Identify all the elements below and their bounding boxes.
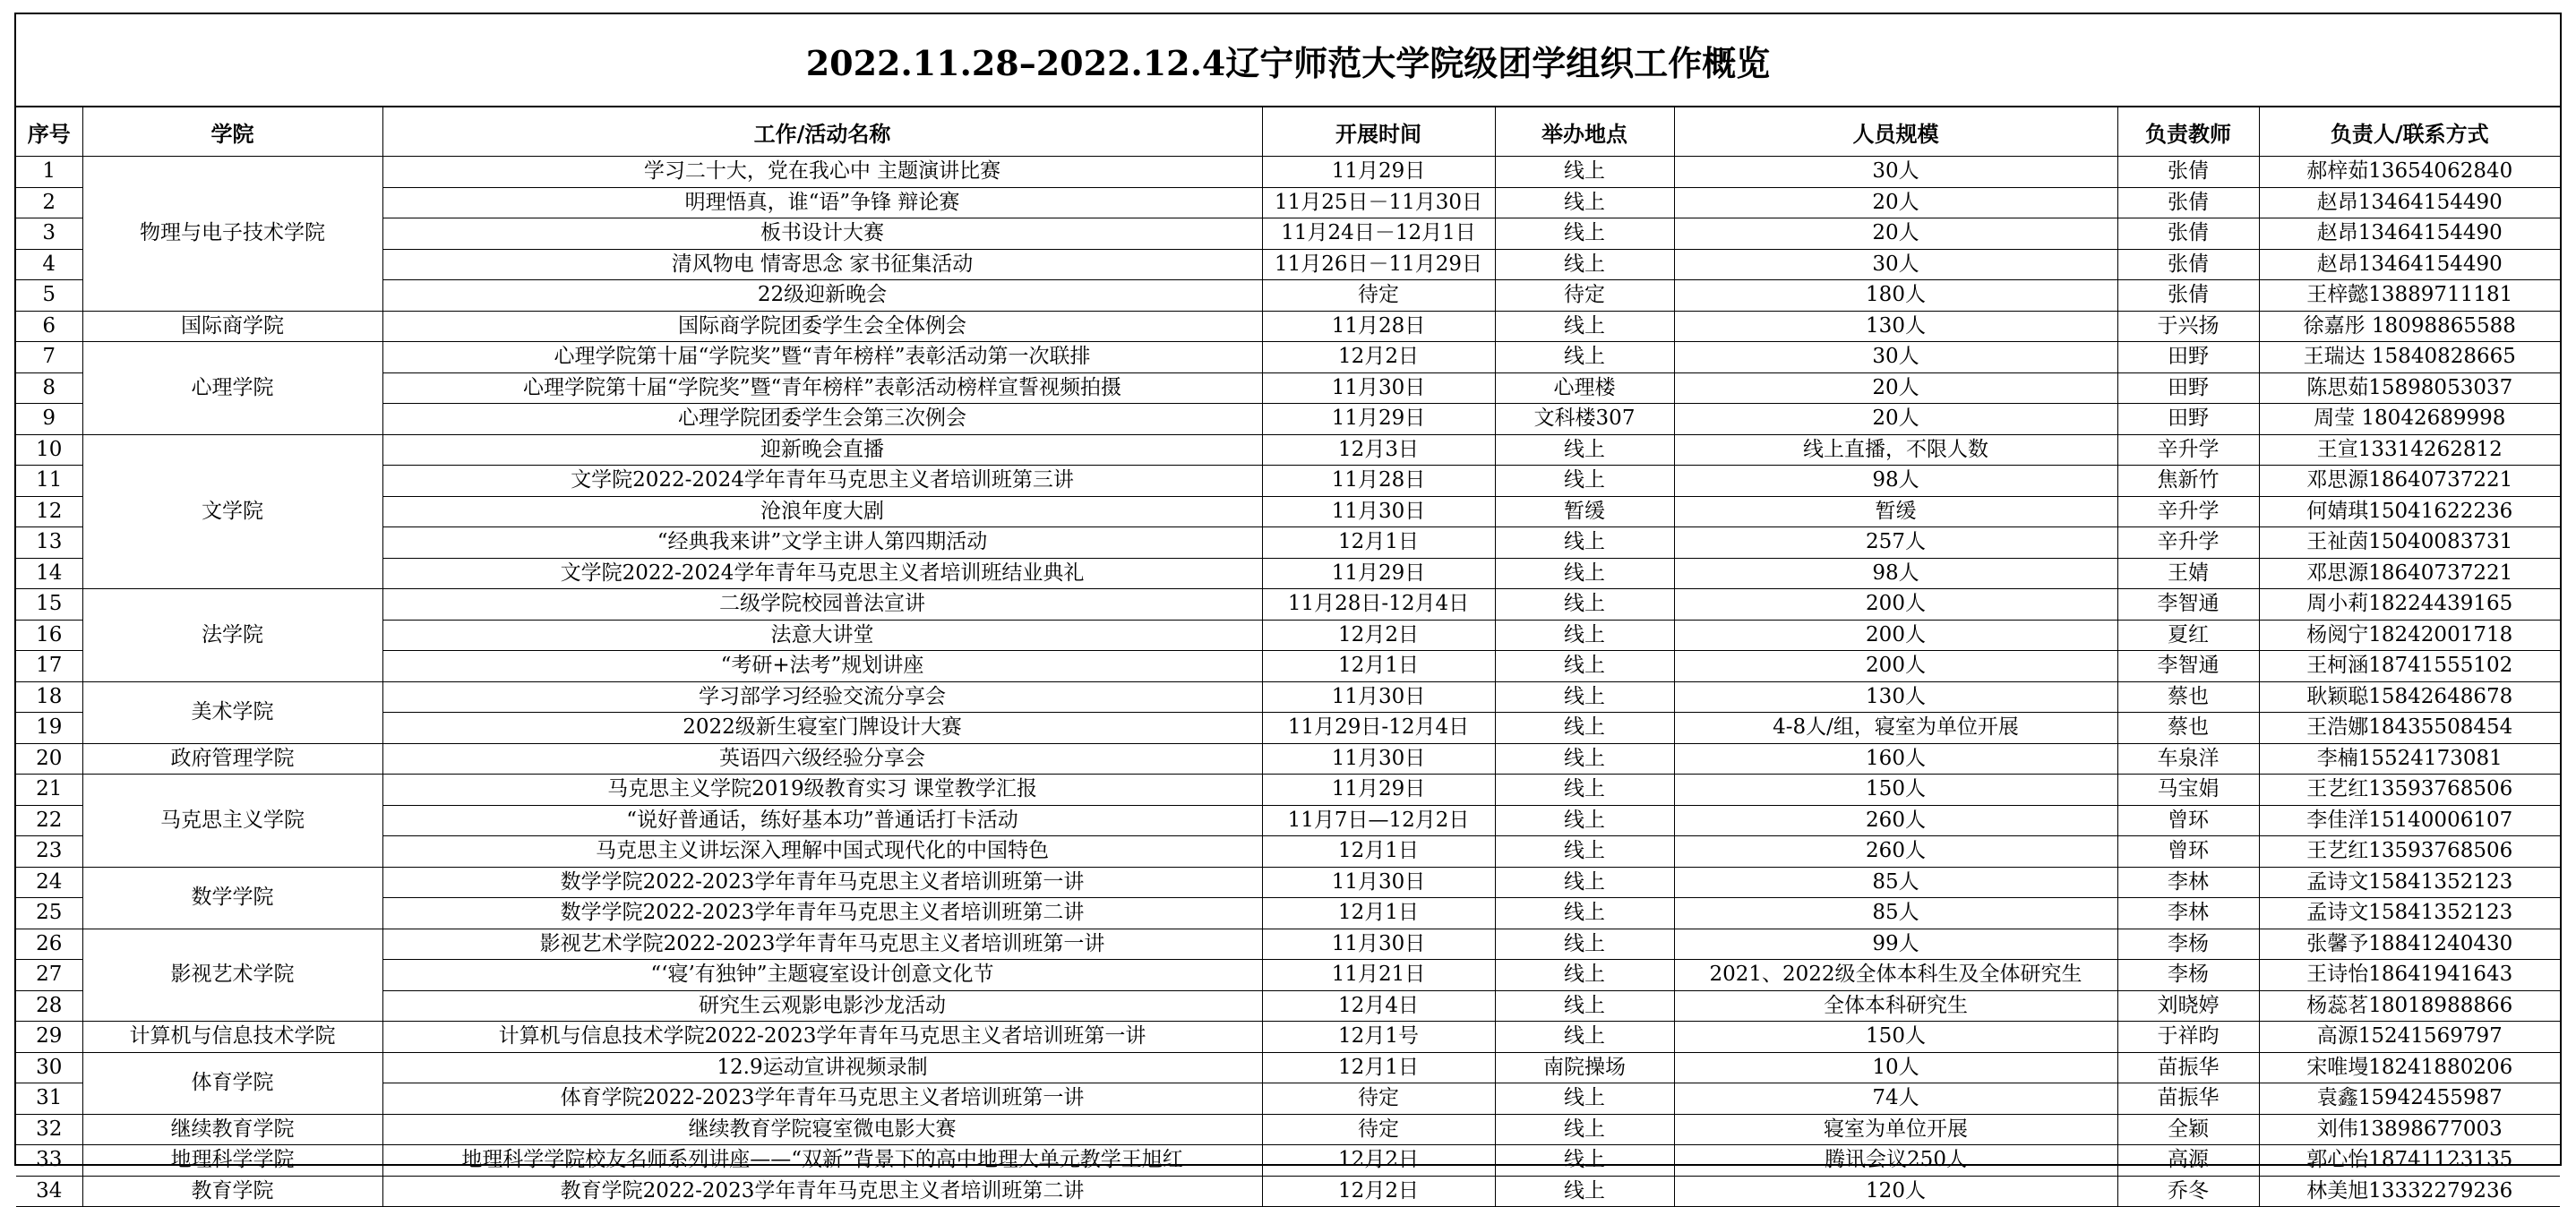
contact-person: 宋唯墁18241880206: [2259, 1052, 2560, 1083]
row-number: 8: [16, 372, 82, 404]
contact-person: 王宣13314262812: [2259, 434, 2560, 466]
college-name: 物理与电子技术学院: [82, 157, 382, 312]
participant-scale: 98人: [1674, 466, 2117, 497]
college-name: 地理科学学院: [82, 1145, 382, 1177]
responsible-teacher: 车泉洋: [2117, 743, 2259, 775]
row-number: 16: [16, 620, 82, 651]
activity-place: 暂缓: [1495, 496, 1674, 527]
activity-name: 学习二十大，党在我心中 主题演讲比赛: [382, 157, 1262, 188]
activity-place: 线上: [1495, 187, 1674, 218]
participant-scale: 150人: [1674, 1022, 2117, 1053]
activity-place: 线上: [1495, 311, 1674, 342]
table-row: [16, 713, 2560, 744]
responsible-teacher: 李杨: [2117, 929, 2259, 960]
row-number: 18: [16, 681, 82, 713]
row-number: 14: [16, 558, 82, 589]
activity-name: 体育学院2022-2023学年青年马克思主义者培训班第一讲: [382, 1083, 1262, 1115]
activity-name: 计算机与信息技术学院2022-2023学年青年马克思主义者培训班第一讲: [382, 1022, 1262, 1053]
participant-scale: 85人: [1674, 898, 2117, 929]
table-row: [16, 342, 2560, 373]
activity-place: 心理楼: [1495, 372, 1674, 404]
participant-scale: 20人: [1674, 372, 2117, 404]
row-number: 9: [16, 404, 82, 435]
activity-name: 二级学院校园普法宣讲: [382, 589, 1262, 621]
responsible-teacher: 高源: [2117, 1145, 2259, 1177]
activity-time: 11月28日-12月4日: [1262, 589, 1495, 621]
activity-time: 11月29日-12月4日: [1262, 713, 1495, 744]
contact-person: 王艺红13593768506: [2259, 775, 2560, 806]
activity-place: 线上: [1495, 157, 1674, 188]
activity-name: 马克思主义学院2019级教育实习 课堂教学汇报: [382, 775, 1262, 806]
activity-place: 线上: [1495, 836, 1674, 868]
table-row: [16, 372, 2560, 404]
contact-person: 郝梓茹13654062840: [2259, 157, 2560, 188]
responsible-teacher: 田野: [2117, 342, 2259, 373]
responsible-teacher: 张倩: [2117, 157, 2259, 188]
contact-person: 高源15241569797: [2259, 1022, 2560, 1053]
table-row: [16, 249, 2560, 280]
contact-person: 林美旭13332279236: [2259, 1176, 2560, 1207]
responsible-teacher: 苗振华: [2117, 1052, 2259, 1083]
participant-scale: 10人: [1674, 1052, 2117, 1083]
activity-place: 线上: [1495, 1022, 1674, 1053]
activity-place: 线上: [1495, 960, 1674, 991]
participant-scale: 120人: [1674, 1176, 2117, 1207]
activity-place: 南院操场: [1495, 1052, 1674, 1083]
contact-person: 陈思茹15898053037: [2259, 372, 2560, 404]
activity-time: 11月29日: [1262, 775, 1495, 806]
row-number: 3: [16, 218, 82, 250]
activity-time: 11月30日: [1262, 372, 1495, 404]
participant-scale: 74人: [1674, 1083, 2117, 1115]
activity-time: 11月30日: [1262, 681, 1495, 713]
row-number: 33: [16, 1145, 82, 1177]
table-row: [16, 681, 2560, 713]
contact-person: 王柯涵18741555102: [2259, 651, 2560, 682]
college-name: 计算机与信息技术学院: [82, 1022, 382, 1053]
participant-scale: 200人: [1674, 651, 2117, 682]
participant-scale: 20人: [1674, 218, 2117, 250]
table-row: [16, 990, 2560, 1022]
responsible-teacher: 李林: [2117, 898, 2259, 929]
row-number: 17: [16, 651, 82, 682]
row-number: 15: [16, 589, 82, 621]
activity-name: 研究生云观影电影沙龙活动: [382, 990, 1262, 1022]
participant-scale: 257人: [1674, 527, 2117, 559]
activity-place: 线上: [1495, 805, 1674, 836]
responsible-teacher: 乔冬: [2117, 1176, 2259, 1207]
college-name: 体育学院: [82, 1052, 382, 1114]
responsible-teacher: 于祥昀: [2117, 1022, 2259, 1053]
participant-scale: 130人: [1674, 311, 2117, 342]
activity-time: 12月2日: [1262, 1145, 1495, 1177]
activity-name: 英语四六级经验分享会: [382, 743, 1262, 775]
activity-place: 线上: [1495, 466, 1674, 497]
activity-name: 明理悟真，谁“语”争锋 辩论赛: [382, 187, 1262, 218]
contact-person: 刘伟13898677003: [2259, 1114, 2560, 1145]
participant-scale: 200人: [1674, 620, 2117, 651]
table-row: [16, 1083, 2560, 1115]
table-row: [16, 775, 2560, 806]
contact-person: 郭心怡18741123135: [2259, 1145, 2560, 1177]
row-number: 29: [16, 1022, 82, 1053]
contact-person: 徐嘉彤 18098865588: [2259, 311, 2560, 342]
responsible-teacher: 马宝娟: [2117, 775, 2259, 806]
activity-place: 线上: [1495, 558, 1674, 589]
participant-scale: 线上直播，不限人数: [1674, 434, 2117, 466]
responsible-teacher: 辛升学: [2117, 496, 2259, 527]
responsible-teacher: 于兴扬: [2117, 311, 2259, 342]
participant-scale: 260人: [1674, 805, 2117, 836]
activity-place: 线上: [1495, 743, 1674, 775]
activity-place: 线上: [1495, 1145, 1674, 1177]
table-row: [16, 805, 2560, 836]
activity-place: 线上: [1495, 929, 1674, 960]
contact-person: 邓思源18640737221: [2259, 558, 2560, 589]
table-row: [16, 960, 2560, 991]
participant-scale: 30人: [1674, 342, 2117, 373]
activity-place: 待定: [1495, 280, 1674, 312]
activity-place: 线上: [1495, 713, 1674, 744]
contact-person: 邓思源18640737221: [2259, 466, 2560, 497]
college-name: 马克思主义学院: [82, 775, 382, 868]
contact-person: 王祉茵15040083731: [2259, 527, 2560, 559]
activity-place: 线上: [1495, 898, 1674, 929]
header-activity: 工作/活动名称: [382, 107, 1262, 157]
activity-place: 线上: [1495, 1083, 1674, 1115]
participant-scale: 4-8人/组，寝室为单位开展: [1674, 713, 2117, 744]
responsible-teacher: 苗振华: [2117, 1083, 2259, 1115]
contact-person: 王梓懿13889711181: [2259, 280, 2560, 312]
row-number: 22: [16, 805, 82, 836]
responsible-teacher: 刘晓婷: [2117, 990, 2259, 1022]
activity-time: 待定: [1262, 1114, 1495, 1145]
activity-time: 待定: [1262, 1083, 1495, 1115]
participant-scale: 20人: [1674, 187, 2117, 218]
table-row: [16, 589, 2560, 621]
activity-place: 线上: [1495, 775, 1674, 806]
worksheet: [14, 13, 2562, 1203]
activity-name: “说好普通话，练好基本功”普通话打卡活动: [382, 805, 1262, 836]
contact-person: 周小莉18224439165: [2259, 589, 2560, 621]
activity-name: 22级迎新晚会: [382, 280, 1262, 312]
participant-scale: 180人: [1674, 280, 2117, 312]
activity-time: 11月7日—12月2日: [1262, 805, 1495, 836]
responsible-teacher: 焦新竹: [2117, 466, 2259, 497]
contact-person: 何婧琪15041622236: [2259, 496, 2560, 527]
row-number: 24: [16, 867, 82, 898]
activity-time: 11月30日: [1262, 496, 1495, 527]
contact-person: 孟诗文15841352123: [2259, 867, 2560, 898]
participant-scale: 30人: [1674, 157, 2117, 188]
responsible-teacher: 曾环: [2117, 836, 2259, 868]
participant-scale: 98人: [1674, 558, 2117, 589]
row-number: 31: [16, 1083, 82, 1115]
college-name: 文学院: [82, 434, 382, 589]
activity-time: 12月1日: [1262, 651, 1495, 682]
header-place: 举办地点: [1495, 107, 1674, 157]
activity-name: 12.9运动宣讲视频录制: [382, 1052, 1262, 1083]
table-row: [16, 898, 2560, 929]
contact-person: 王艺红13593768506: [2259, 836, 2560, 868]
row-number: 32: [16, 1114, 82, 1145]
table-row: [16, 311, 2560, 342]
row-number: 20: [16, 743, 82, 775]
activity-name: 继续教育学院寝室微电影大赛: [382, 1114, 1262, 1145]
activity-time: 12月1日: [1262, 898, 1495, 929]
contact-person: 杨阅宁18242001718: [2259, 620, 2560, 651]
activity-time: 11月29日: [1262, 157, 1495, 188]
responsible-teacher: 辛升学: [2117, 434, 2259, 466]
activity-name: 2022级新生寝室门牌设计大赛: [382, 713, 1262, 744]
activity-time: 12月2日: [1262, 342, 1495, 373]
activity-name: 心理学院第十届“学院奖”暨“青年榜样”表彰活动第一次联排: [382, 342, 1262, 373]
participant-scale: 2021、2022级全体本科生及全体研究生: [1674, 960, 2117, 991]
activity-time: 11月28日: [1262, 466, 1495, 497]
row-number: 2: [16, 187, 82, 218]
responsible-teacher: 曾环: [2117, 805, 2259, 836]
row-number: 21: [16, 775, 82, 806]
activity-name: 学习部学习经验交流分享会: [382, 681, 1262, 713]
contact-person: 赵昂13464154490: [2259, 249, 2560, 280]
activity-name: 影视艺术学院2022-2023学年青年马克思主义者培训班第一讲: [382, 929, 1262, 960]
college-name: 教育学院: [82, 1176, 382, 1207]
row-number: 26: [16, 929, 82, 960]
responsible-teacher: 蔡也: [2117, 681, 2259, 713]
contact-person: 李佳洋15140006107: [2259, 805, 2560, 836]
table-row: [16, 404, 2560, 435]
table-row: [16, 1052, 2560, 1083]
activity-name: “考研+法考”规划讲座: [382, 651, 1262, 682]
participant-scale: 腾讯会议250人: [1674, 1145, 2117, 1177]
participant-scale: 20人: [1674, 404, 2117, 435]
activity-place: 线上: [1495, 1114, 1674, 1145]
activity-place: 线上: [1495, 589, 1674, 621]
participant-scale: 260人: [1674, 836, 2117, 868]
activity-name: 迎新晚会直播: [382, 434, 1262, 466]
college-name: 继续教育学院: [82, 1114, 382, 1145]
row-number: 28: [16, 990, 82, 1022]
table-row: [16, 1022, 2560, 1053]
table-row: [16, 651, 2560, 682]
responsible-teacher: 田野: [2117, 404, 2259, 435]
table-row: [16, 434, 2560, 466]
participant-scale: 30人: [1674, 249, 2117, 280]
header-scale: 人员规模: [1674, 107, 2117, 157]
responsible-teacher: 李智通: [2117, 651, 2259, 682]
activity-place: 线上: [1495, 867, 1674, 898]
activity-place: 线上: [1495, 681, 1674, 713]
activity-time: 12月2日: [1262, 1176, 1495, 1207]
activity-name: “经典我来讲”文学主讲人第四期活动: [382, 527, 1262, 559]
table-row: [16, 280, 2560, 312]
activity-time: 11月30日: [1262, 867, 1495, 898]
activity-name: 法意大讲堂: [382, 620, 1262, 651]
contact-person: 赵昂13464154490: [2259, 187, 2560, 218]
responsible-teacher: 田野: [2117, 372, 2259, 404]
table-row: [16, 218, 2560, 250]
activity-name: 马克思主义讲坛深入理解中国式现代化的中国特色: [382, 836, 1262, 868]
activity-place: 线上: [1495, 1176, 1674, 1207]
activity-place: 线上: [1495, 990, 1674, 1022]
activity-time: 12月1日: [1262, 1052, 1495, 1083]
participant-scale: 160人: [1674, 743, 2117, 775]
activity-time: 11月29日: [1262, 404, 1495, 435]
activity-name: 数学学院2022-2023学年青年马克思主义者培训班第一讲: [382, 867, 1262, 898]
contact-person: 耿颖聪15842648678: [2259, 681, 2560, 713]
participant-scale: 暂缓: [1674, 496, 2117, 527]
responsible-teacher: 李杨: [2117, 960, 2259, 991]
responsible-teacher: 辛升学: [2117, 527, 2259, 559]
row-number: 19: [16, 713, 82, 744]
responsible-teacher: 李智通: [2117, 589, 2259, 621]
activity-name: 板书设计大赛: [382, 218, 1262, 250]
activity-time: 12月1日: [1262, 836, 1495, 868]
activity-time: 12月3日: [1262, 434, 1495, 466]
row-number: 30: [16, 1052, 82, 1083]
activity-table: [16, 107, 2560, 1207]
college-name: 国际商学院: [82, 311, 382, 342]
participant-scale: 150人: [1674, 775, 2117, 806]
activity-time: 11月29日: [1262, 558, 1495, 589]
contact-person: 周莹 18042689998: [2259, 404, 2560, 435]
activity-place: 线上: [1495, 218, 1674, 250]
table-row: [16, 620, 2560, 651]
table-row: [16, 743, 2560, 775]
table-body: [16, 157, 2560, 1207]
header-teacher: 负责教师: [2117, 107, 2259, 157]
row-number: 27: [16, 960, 82, 991]
contact-person: 王瑞达 15840828665: [2259, 342, 2560, 373]
contact-person: 王诗怡18641941643: [2259, 960, 2560, 991]
row-number: 1: [16, 157, 82, 188]
activity-time: 11月30日: [1262, 929, 1495, 960]
contact-person: 李楠15524173081: [2259, 743, 2560, 775]
activity-time: 11月28日: [1262, 311, 1495, 342]
activity-name: 文学院2022-2024学年青年马克思主义者培训班第三讲: [382, 466, 1262, 497]
table-row: [16, 867, 2560, 898]
activity-place: 线上: [1495, 527, 1674, 559]
activity-time: 11月25日－11月30日: [1262, 187, 1495, 218]
table-row: [16, 496, 2560, 527]
responsible-teacher: 张倩: [2117, 249, 2259, 280]
activity-time: 11月30日: [1262, 743, 1495, 775]
participant-scale: 全体本科研究生: [1674, 990, 2117, 1022]
row-number: 6: [16, 311, 82, 342]
row-number: 23: [16, 836, 82, 868]
row-number: 11: [16, 466, 82, 497]
activity-time: 11月24日－12月1日: [1262, 218, 1495, 250]
row-number: 34: [16, 1176, 82, 1207]
table-row: [16, 187, 2560, 218]
header-contact: 负责人/联系方式: [2259, 107, 2560, 157]
activity-time: 12月2日: [1262, 620, 1495, 651]
participant-scale: 99人: [1674, 929, 2117, 960]
activity-name: 地理科学学院校友名师系列讲座——“双新”背景下的高中地理大单元教学王旭红: [382, 1145, 1262, 1177]
contact-person: 杨蕊茗18018988866: [2259, 990, 2560, 1022]
header-college: 学院: [82, 107, 382, 157]
participant-scale: 寝室为单位开展: [1674, 1114, 2117, 1145]
activity-place: 线上: [1495, 342, 1674, 373]
activity-name: 文学院2022-2024学年青年马克思主义者培训班结业典礼: [382, 558, 1262, 589]
responsible-teacher: 张倩: [2117, 280, 2259, 312]
activity-place: 线上: [1495, 249, 1674, 280]
header-row: [16, 107, 2560, 157]
activity-name: 沧浪年度大剧: [382, 496, 1262, 527]
activity-time: 11月26日－11月29日: [1262, 249, 1495, 280]
table-row: [16, 836, 2560, 868]
row-number: 13: [16, 527, 82, 559]
responsible-teacher: 张倩: [2117, 187, 2259, 218]
table-row: [16, 527, 2560, 559]
activity-time: 12月1号: [1262, 1022, 1495, 1053]
activity-name: 心理学院团委学生会第三次例会: [382, 404, 1262, 435]
activity-name: “‘寝’有独钟”主题寝室设计创意文化节: [382, 960, 1262, 991]
college-name: 心理学院: [82, 342, 382, 435]
college-name: 美术学院: [82, 681, 382, 743]
row-number: 25: [16, 898, 82, 929]
table-row: [16, 1176, 2560, 1207]
table-row: [16, 466, 2560, 497]
responsible-teacher: 李林: [2117, 867, 2259, 898]
contact-person: 袁鑫15942455987: [2259, 1083, 2560, 1115]
responsible-teacher: 夏红: [2117, 620, 2259, 651]
activity-name: 心理学院第十届“学院奖”暨“青年榜样”表彰活动榜样宣誓视频拍摄: [382, 372, 1262, 404]
activity-place: 线上: [1495, 651, 1674, 682]
activity-name: 清风物电 情寄思念 家书征集活动: [382, 249, 1262, 280]
header-time: 开展时间: [1262, 107, 1495, 157]
college-name: 政府管理学院: [82, 743, 382, 775]
activity-name: 数学学院2022-2023学年青年马克思主义者培训班第二讲: [382, 898, 1262, 929]
activity-place: 线上: [1495, 620, 1674, 651]
college-name: 影视艺术学院: [82, 929, 382, 1022]
activity-time: 12月4日: [1262, 990, 1495, 1022]
row-number: 10: [16, 434, 82, 466]
responsible-teacher: 张倩: [2117, 218, 2259, 250]
contact-person: 张馨予18841240430: [2259, 929, 2560, 960]
activity-name: 教育学院2022-2023学年青年马克思主义者培训班第二讲: [382, 1176, 1262, 1207]
sheet-title: 2022.11.28–2022.12.4辽宁师范大学院级团学组织工作概览: [16, 14, 2560, 107]
activity-name: 国际商学院团委学生会全体例会: [382, 311, 1262, 342]
activity-time: 11月21日: [1262, 960, 1495, 991]
responsible-teacher: 蔡也: [2117, 713, 2259, 744]
college-name: 数学学院: [82, 867, 382, 929]
college-name: 法学院: [82, 589, 382, 682]
contact-person: 王浩娜18435508454: [2259, 713, 2560, 744]
header-no: 序号: [16, 107, 82, 157]
participant-scale: 200人: [1674, 589, 2117, 621]
activity-time: 12月1日: [1262, 527, 1495, 559]
row-number: 12: [16, 496, 82, 527]
activity-place: 文科楼307: [1495, 404, 1674, 435]
responsible-teacher: 全颖: [2117, 1114, 2259, 1145]
table-row: [16, 157, 2560, 188]
row-number: 7: [16, 342, 82, 373]
row-number: 4: [16, 249, 82, 280]
contact-person: 赵昂13464154490: [2259, 218, 2560, 250]
table-row: [16, 558, 2560, 589]
activity-time: 待定: [1262, 280, 1495, 312]
contact-person: 孟诗文15841352123: [2259, 898, 2560, 929]
responsible-teacher: 王婧: [2117, 558, 2259, 589]
participant-scale: 130人: [1674, 681, 2117, 713]
row-number: 5: [16, 280, 82, 312]
table-row: [16, 929, 2560, 960]
participant-scale: 85人: [1674, 867, 2117, 898]
table-row: [16, 1114, 2560, 1145]
activity-place: 线上: [1495, 434, 1674, 466]
